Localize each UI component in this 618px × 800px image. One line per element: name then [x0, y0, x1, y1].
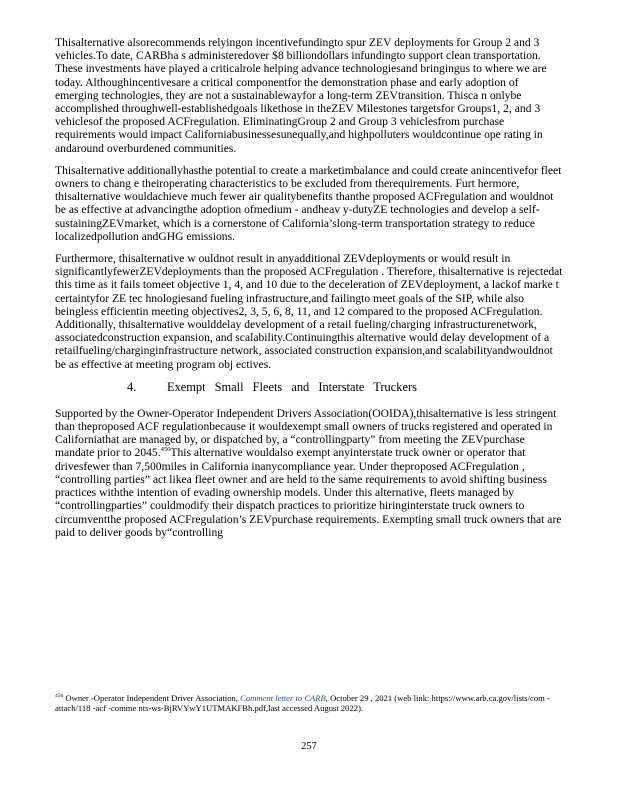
- page-number: 257: [301, 741, 317, 752]
- paragraph-incentive-funding: Thisalternative alsorecommends relyingon incentivefundingto spur ZEV deployments for Group 2 and 3 vehicles.To date, CARBha s administeredover $8 billiondollars infundingto support clean transportation. These investments have played a criticalrole helping advance technologiesand bringingus to where we are today. Althoughincentivesare a critical componentfor the demonstration phase and early adoption of emerging technologies, they are not a sustainablewayfor a long-term ZEVtransition. Thisca n onlybe accomplished throughwell-establishedgoals likethose in theZEV Milestones targetsfor Groups1, 2, and 3 vehiclesof the proposed ACFregulation. EliminatingGroup 2 and Group 3 vehiclesfrom purchase requirements would impact Californiabusinessesunequally,and highpolluters wouldcontinue ope rating in andaround overburdened communities.: [55, 36, 547, 155]
- section-heading: [55, 380, 564, 394]
- document-body: [55, 36, 564, 548]
- section-number: 4.: [127, 379, 137, 394]
- footnote-link[interactable]: Comment letter to CARB: [240, 693, 326, 703]
- footnote: [55, 693, 564, 713]
- paragraph-text-before-ref: Supported by the Owner-Operator Independent Drivers Association(OOIDA),thisalternative is less stringent than theproposed ACF regulationbecause it wouldexempt small owners of trucks registered and operated in Californiathat are managed by, or dispatched by, a “controllingparty” from meeting the ZEVpurchase mandate prior to 2045.: [55, 406, 557, 460]
- section-title: Exempt Small Fleets and Interstate Truckers: [167, 379, 417, 394]
- footnote-reference[interactable]: 456: [160, 446, 171, 454]
- paragraph-market-imbalance: Thisalternative additionallyhasthe potential to create a marketimbalance and could create anincentivefor fleet owners to chang e theiroperating characteristics to be excluded from therequirements. Furt hermore, thisalternative wouldachieve much fewer air qualitybenefits thanthe proposed ACFregulation and wouldnot be as effective at advancingthe adoption ofmedium - andheav y-dutyZE technologies and develop a self-sustainingZEVmarket, which is a cornerstone of California’slong-term transportation strategy to reduce localizedpollution andGHG emissions.: [55, 163, 562, 243]
- footnote-number: 456: [55, 693, 64, 699]
- footnote-details: , October 29 , 2021 (web link: https://www.arb.ca.gov/lists/com -attach/118 -acf -comme nts-ws-BjRVYwY1UTMAKFBh.pdf,last accessed August 2022).: [55, 693, 550, 713]
- paragraph-exempt-small-fleets: [55, 407, 564, 539]
- paragraph-rejection-rationale: Furthermore, thisalternative w ouldnot result in anyadditional ZEVdeployments or would result in significantlyfewerZEVdeployments than the proposed ACFregulation . Therefore, thisalternative is rejectedat this time as it fails tomeet objective 1, 4, and 10 due to the deceleration of ZEVdeployment, a lackof marke t certaintyfor ZE tec hnologiesand fueling infrastructure,and failingto meet goals of the SIP, while also beingless efficientin meeting objectives2, 3, 5, 6, 8, 11, and 12 compared to the proposed ACFregulation. Additionally, thisalternative woulddelay development of a retail fueling/charging infrastructurenetwork, associatedconstruction expansion, and scalability.Continuingthis alternative would delay development of a retailfueling/charginginfrastructure network, associated construction expansion,and scalabilityandwouldnot be as effective at meeting program obj ectives.: [55, 252, 563, 371]
- footnote-author: Owner -Operator Independent Driver Association,: [65, 693, 238, 703]
- paragraph-text-after-ref: This alternative wouldalso exempt anyinterstate truck owner or operator that drivesfewer than 7,500miles in California inanycompliance year. Under theproposed ACFregulation , “controlling parties” act likea fleet owner and are held to the same requirements to avoid shifting business practices withthe intention of evading ownership models. Under this alternative, fleets managed by “controllingparties” couldmodify their dispatch practices to prioritize hiringinterstate truck owners to circumventthe proposed ACFregulation’s ZEVpurchase requirements. Exempting small truck owners that are paid to deliver goods by“controlling: [55, 446, 562, 539]
